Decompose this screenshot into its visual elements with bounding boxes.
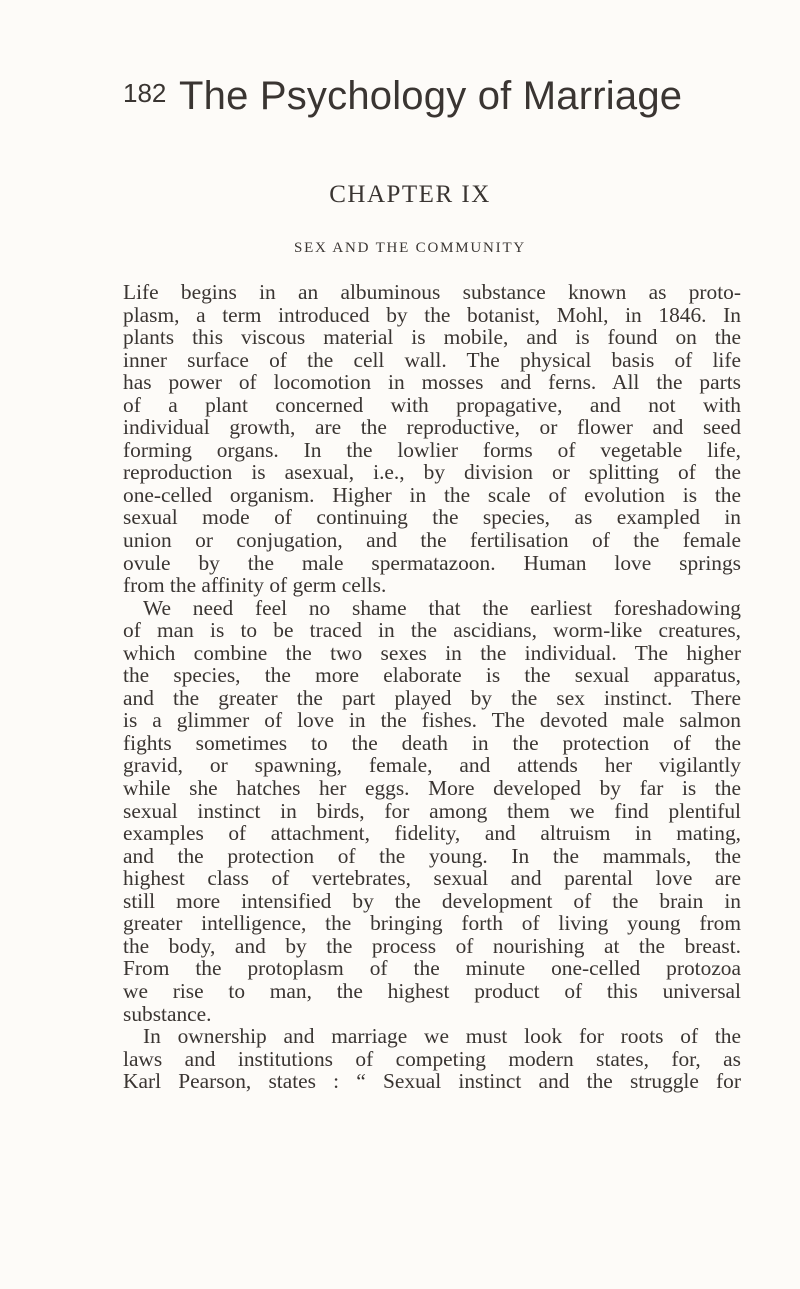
text-line: has power of locomotion in mosses and ferns. All the parts	[123, 370, 741, 395]
text-line: the species, the more elaborate is the sexual apparatus,	[123, 663, 741, 688]
text-line: gravid, or spawning, female, and attends her vigilantly	[123, 753, 741, 778]
chapter-title: CHAPTER IX	[329, 181, 491, 208]
text-line: Life begins in an albuminous substance known as proto-	[123, 280, 741, 304]
text-line: is a glimmer of love in the fishes. The devoted male salmon	[123, 708, 741, 733]
text-line: from the affinity of germ cells.	[123, 573, 387, 598]
text-line: highest class of vertebrates, sexual and parental love are	[123, 866, 741, 891]
running-title: The Psychology of Marriage	[179, 74, 683, 118]
text-line: the body, and by the process of nourishing at the breast.	[123, 933, 741, 958]
text-line: laws and institutions of competing modern states, for, as	[123, 1046, 741, 1071]
text-line: one-celled organism. Higher in the scale of evolution is the	[123, 482, 741, 507]
text-line: still more intensified by the development of the brain in	[123, 888, 741, 913]
text-line: we rise to man, the highest product of this universal	[123, 978, 741, 1003]
text-line: union or conjugation, and the fertilisation of the female	[123, 528, 741, 553]
text-line: and the greater the part played by the sex instinct. There	[123, 685, 741, 710]
page-number: 182	[123, 78, 167, 108]
text-line: In ownership and marriage we must look for roots of the	[143, 1024, 741, 1049]
body-text	[123, 281, 741, 1093]
text-line: examples of attachment, fidelity, and altruism in mating,	[123, 821, 741, 846]
text-line: plants this viscous material is mobile, and is found on the	[123, 325, 741, 350]
text-line: fights sometimes to the death in the protection of the	[123, 730, 741, 755]
text-line: reproduction is asexual, i.e., by division or splitting of the	[123, 460, 741, 485]
chapter-subtitle: SEX AND THE COMMUNITY	[293, 240, 527, 256]
text-line: From the protoplasm of the minute one-celled protozoa	[123, 956, 741, 981]
text-line: substance.	[123, 1001, 212, 1026]
text-line: inner surface of the cell wall. The physical basis of life	[123, 347, 741, 372]
text-line: and the protection of the young. In the mammals, the	[123, 843, 741, 868]
text-line: which combine the two sexes in the individual. The higher	[123, 640, 741, 665]
text-line: individual growth, are the reproductive, or flower and seed	[123, 415, 741, 440]
text-line: sexual mode of continuing the species, as exampled in	[123, 505, 741, 530]
text-line: of man is to be traced in the ascidians, worm-like creatures,	[123, 618, 741, 643]
text-line: while she hatches her eggs. More developed by far is the	[123, 776, 741, 801]
text-line: Karl Pearson, states : “ Sexual instinct and the struggle for	[123, 1069, 741, 1094]
text-line: sexual instinct in birds, for among them we find plentiful	[123, 798, 741, 823]
text-line: forming organs. In the lowlier forms of vegetable life,	[123, 437, 741, 462]
text-line: ovule by the male spermatazoon. Human love springs	[123, 550, 741, 575]
text-line: plasm, a term introduced by the botanist, Mohl, in 1846. In	[123, 302, 741, 327]
text-line: We need feel no shame that the earliest foreshadowing	[143, 595, 741, 620]
text-line: of a plant concerned with propagative, and not with	[123, 392, 741, 417]
text-line: greater intelligence, the bringing forth of living young from	[123, 911, 741, 936]
page-header	[123, 72, 720, 132]
